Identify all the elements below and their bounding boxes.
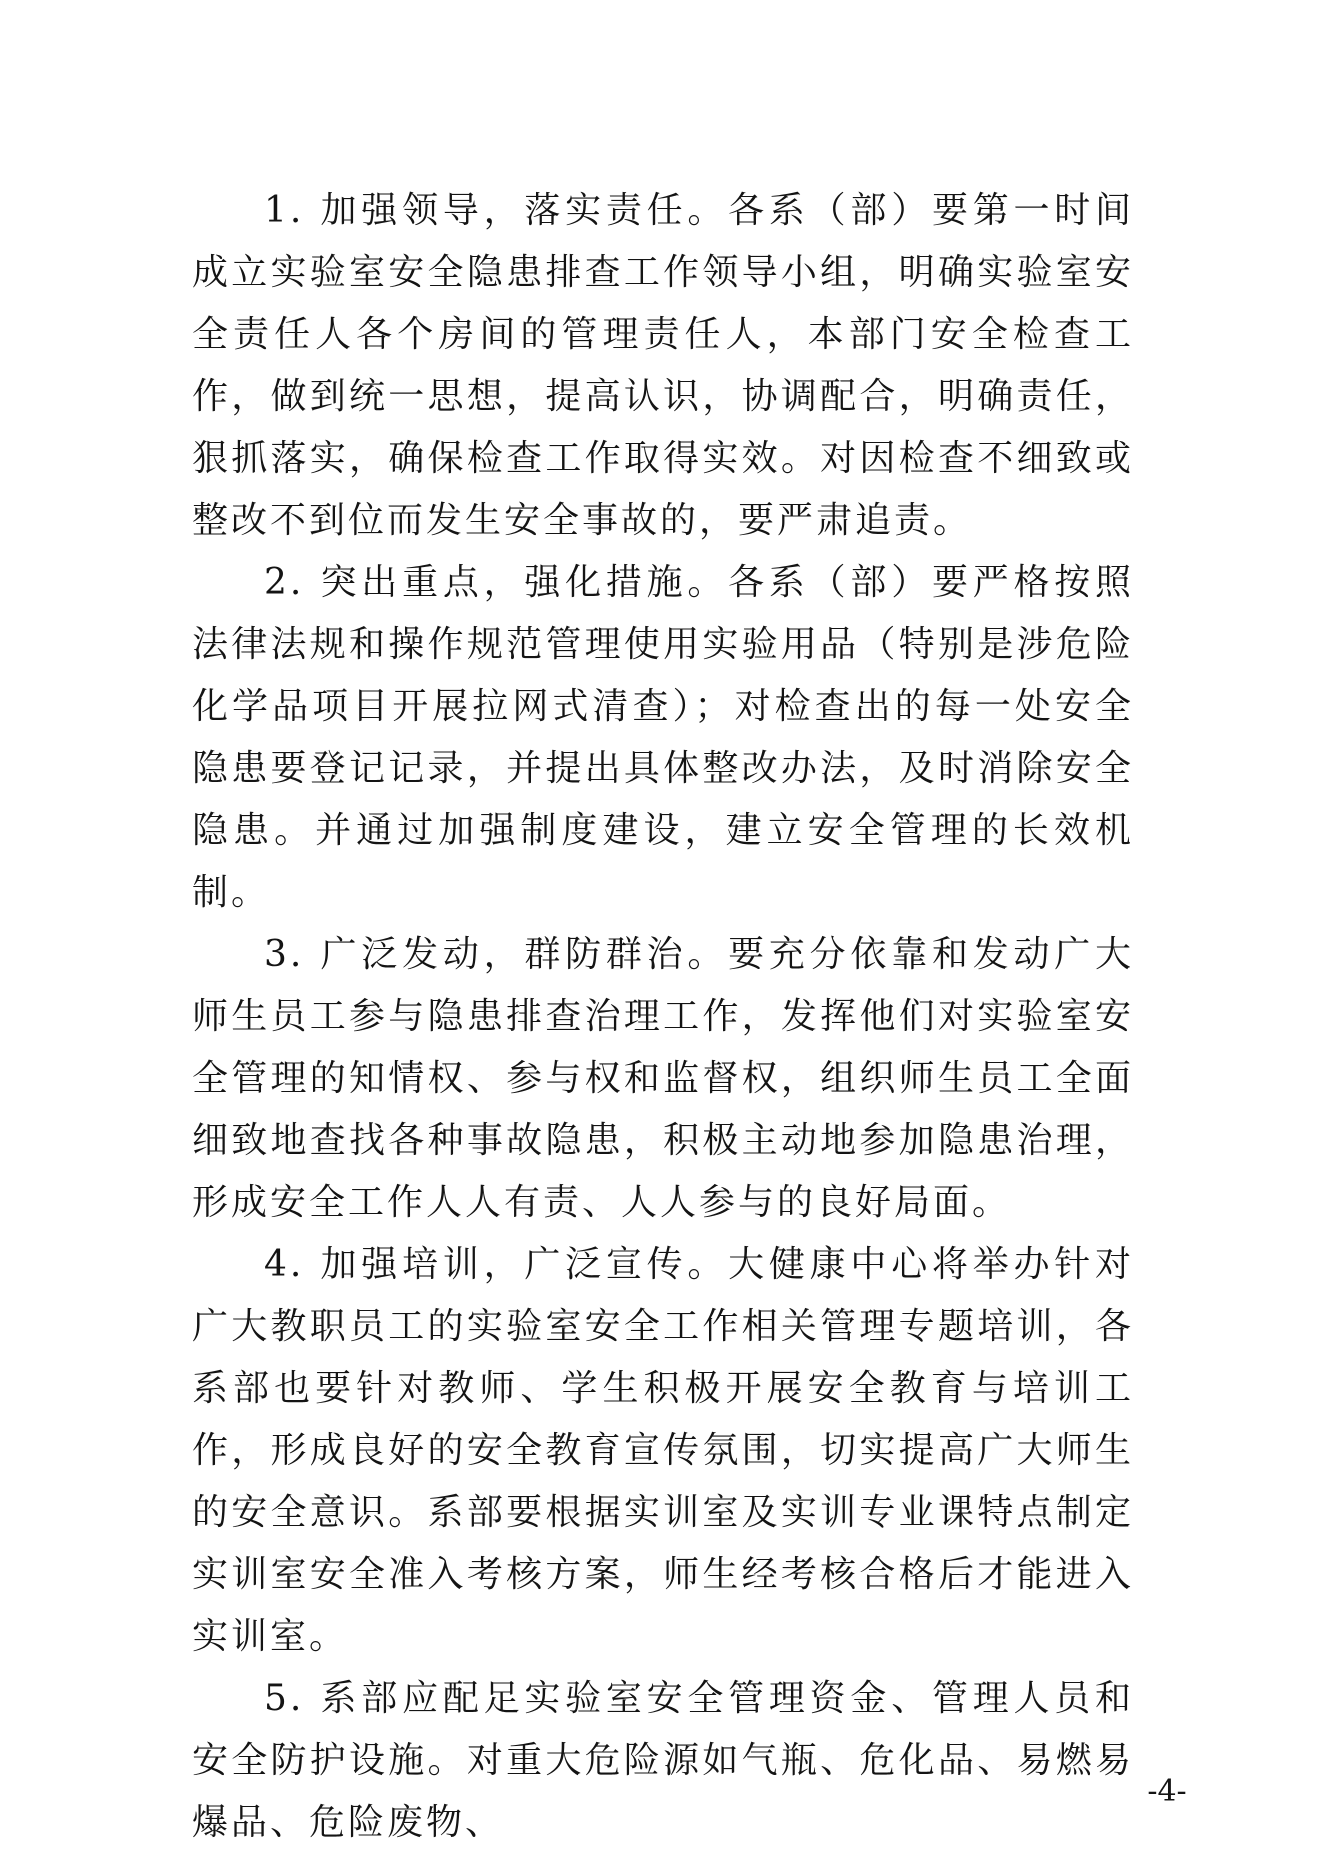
paragraph-3: 3. 广泛发动，群防群治。要充分依靠和发动广大师生员工参与隐患排查治理工作，发挥他们对实验室安全管理的知情权、参与权和监督权，组织师生员工全面细致地查找各种事故隐患，积极主动地参加隐患治理，形成安全工作人人有责、人人参与的良好局面。 [192, 934, 1134, 1223]
paragraph-4: 4. 加强培训，广泛宣传。大健康中心将举办针对广大教职员工的实验室安全工作相关管理专题培训，各系部也要针对教师、学生积极开展安全教育与培训工作，形成良好的安全教育宣传氛围，切实提高广大师生的安全意识。系部要根据实训室及实训专业课特点制定实训室安全准入考核方案，师生经考核合格后才能进入实训室。 [192, 1244, 1134, 1657]
paragraph-5: 5. 系部应配足实验室安全管理资金、管理人员和安全防护设施。对重大危险源如气瓶、危化品、易燃易爆品、危险废物、 [192, 1678, 1134, 1843]
page-number: -4- [1147, 1774, 1187, 1809]
paragraph-1: 1. 加强领导，落实责任。各系（部）要第一时间成立实验室安全隐患排查工作领导小组，明确实验室安全责任人各个房间的管理责任人，本部门安全检查工作，做到统一思想，提高认识，协调配合，明确责任，狠抓落实，确保检查工作取得实效。对因检查不细致或整改不到位而发生安全事故的，要严肃追责。 [192, 190, 1134, 541]
paragraph-2: 2. 突出重点，强化措施。各系（部）要严格按照法律法规和操作规范管理使用实验用品（特别是涉危险化学品项目开展拉网式清查）；对检查出的每一处安全隐患要登记记录，并提出具体整改办法，及时消除安全隐患。并通过加强制度建设，建立安全管理的长效机制。 [192, 562, 1134, 913]
body-text [192, 180, 1134, 1854]
